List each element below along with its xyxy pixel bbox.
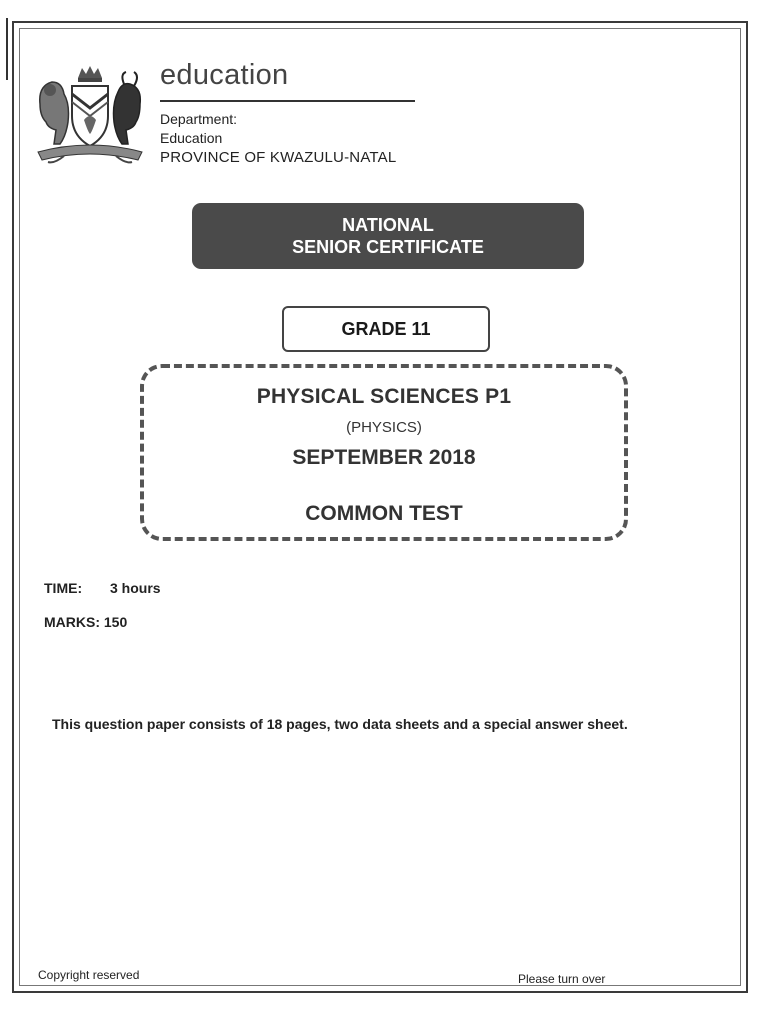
subject-title: PHYSICAL SCIENCES P1 — [256, 385, 512, 408]
copyright-notice: Copyright reserved — [38, 968, 140, 982]
department-name: Education — [160, 130, 223, 146]
department-label: Department: — [160, 111, 238, 127]
certificate-banner — [192, 203, 584, 269]
turn-over-notice: Please turn over — [518, 972, 606, 986]
grade-label: GRADE 11 — [282, 306, 490, 352]
brand-wordmark: education — [160, 59, 289, 91]
department-header — [160, 58, 420, 167]
province-name: PROVINCE OF KWAZULU-NATAL — [160, 149, 397, 166]
test-type: COMMON TEST — [305, 502, 463, 525]
marks-row — [44, 614, 127, 630]
paper-description: This question paper consists of 18 pages, two data sheets and a special answer sheet. — [52, 716, 628, 732]
time-value: 3 hours — [110, 580, 161, 596]
time-row — [44, 580, 161, 596]
exam-date: SEPTEMBER 2018 — [292, 446, 476, 469]
marks-label: MARKS: — [44, 614, 100, 630]
banner-line-national: NATIONAL — [342, 215, 434, 235]
scan-edge-mark — [6, 18, 8, 80]
coat-of-arms-icon — [34, 64, 146, 168]
header-rule — [160, 100, 415, 102]
paper-part: (PHYSICS) — [346, 419, 422, 436]
banner-line-senior-certificate: SENIOR CERTIFICATE — [292, 237, 484, 257]
paper-title-block — [140, 364, 628, 541]
marks-value: 150 — [103, 614, 128, 630]
time-label: TIME: — [44, 580, 83, 596]
